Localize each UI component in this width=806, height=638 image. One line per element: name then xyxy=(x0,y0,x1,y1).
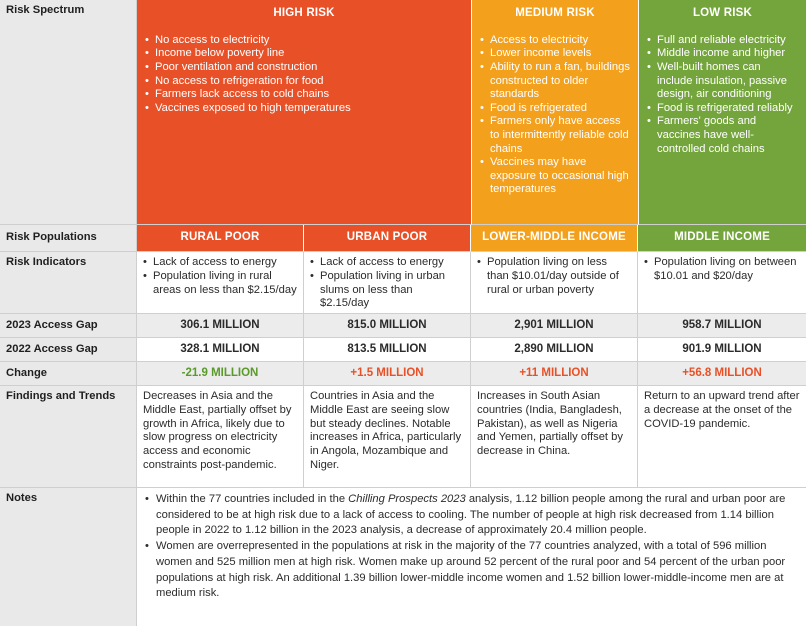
change-rural-poor: -21.9 MILLION xyxy=(137,362,304,386)
findings-lower-middle-income: Increases in South Asian countries (India, Bangladesh, Pakistan), as well as Nigeria and Yemen, partially offset by decrease in China. xyxy=(471,386,638,488)
note-item: • Women are overrepresented in the populations at risk in the majority of the 77 countries analyzed, with a total of 596 million women and 525 million men at high risk. Women make up around 52 percent of the rural poor and 54 percent of the urban poor populations at high risk. An additional 1.39 billion lower-middle income women and 1.52 billion lower-middle-income men are at medium risk. xyxy=(145,539,798,602)
high-risk-title: HIGH RISK xyxy=(273,7,335,19)
high-risk-item: • Income below poverty line xyxy=(145,47,463,61)
gap-2023-lower-middle-income: 2,901 MILLION xyxy=(471,314,638,338)
gap-2023-middle-income: 958.7 MILLION xyxy=(638,314,806,338)
low-risk-panel xyxy=(638,0,806,225)
gap-2022-urban-poor: 813.5 MILLION xyxy=(304,338,471,362)
high-risk-item: • Vaccines exposed to high temperatures xyxy=(145,102,463,116)
gap-2023-urban-poor: 815.0 MILLION xyxy=(304,314,471,338)
row-label-risk-indicators: Risk Indicators xyxy=(0,252,137,314)
indicators-rural-poor xyxy=(137,252,304,314)
high-risk-item: • No access to electricity xyxy=(145,34,463,48)
findings-rural-poor: Decreases in Asia and the Middle East, partially offset by growth in Africa, likely due to slow progress on electricity access and economic constraints post-pandemic. xyxy=(137,386,304,488)
high-risk-list-wrap xyxy=(137,34,471,116)
change-urban-poor: +1.5 MILLION xyxy=(304,362,471,386)
low-risk-title: LOW RISK xyxy=(692,7,753,19)
medium-risk-item: • Access to electricity xyxy=(480,34,630,48)
population-urban-poor: URBAN POOR xyxy=(304,225,471,252)
low-risk-item: • Food is refrigerated reliably xyxy=(647,102,798,116)
medium-risk-list xyxy=(480,34,630,197)
row-label-access-gap-2022: 2022 Access Gap xyxy=(0,338,137,362)
low-risk-item: • Full and reliable electricity xyxy=(647,34,798,48)
medium-risk-title: MEDIUM RISK xyxy=(515,7,595,19)
high-risk-item: • Farmers lack access to cold chains xyxy=(145,88,463,102)
row-label-notes: Notes xyxy=(0,488,137,626)
low-risk-item: • Middle income and higher xyxy=(647,47,798,61)
population-lower-middle-income: LOWER-MIDDLE INCOME xyxy=(471,225,638,252)
medium-risk-item: • Ability to run a fan, buildings constructed to older standards xyxy=(480,61,630,102)
gap-2022-lower-middle-income: 2,890 MILLION xyxy=(471,338,638,362)
gap-2022-rural-poor: 328.1 MILLION xyxy=(137,338,304,362)
indicators-urban-poor xyxy=(304,252,471,314)
low-risk-item: • Well-built homes can include insulation, passive design, air conditioning xyxy=(647,61,798,102)
medium-risk-panel xyxy=(471,0,638,225)
indicator-item: • Population living on less than $10.01/day outside of rural or urban poverty xyxy=(477,256,631,297)
change-middle-income: +56.8 MILLION xyxy=(638,362,806,386)
medium-risk-item: • Vaccines may have exposure to occasional high temperatures xyxy=(480,156,630,197)
note-report-title: Chilling Prospects 2023 xyxy=(348,493,466,505)
findings-middle-income: Return to an upward trend after a decrease at the onset of the COVID-19 pandemic. xyxy=(638,386,806,488)
medium-risk-item: • Lower income levels xyxy=(480,47,630,61)
row-label-risk-populations: Risk Populations xyxy=(0,225,137,252)
change-lower-middle-income: +11 MILLION xyxy=(471,362,638,386)
note-text: analysis, 1.12 billion people among the rural and urban poor are considered to be at high risk due to a lack of access to cooling. The number of people at high risk decreased from 1.14 billion people in 2022 to 1.12 billion in the 2023 analysis, a decrease of approximately 20.4 million people. xyxy=(156,493,786,537)
population-rural-poor: RURAL POOR xyxy=(137,225,304,252)
findings-urban-poor: Countries in Asia and the Middle East are seeing slow but steady declines. Notable increases in Africa, particularly in Angola, Mozambique and Niger. xyxy=(304,386,471,488)
row-label-risk-spectrum: Risk Spectrum xyxy=(0,0,137,225)
indicator-item: • Lack of access to energy xyxy=(310,256,464,270)
low-risk-list xyxy=(647,34,798,156)
note-text: Within the 77 countries included in the xyxy=(156,493,349,505)
population-middle-income: MIDDLE INCOME xyxy=(638,225,806,252)
medium-risk-item: • Farmers only have access to intermittently reliable cold chains xyxy=(480,115,630,156)
gap-2022-middle-income: 901.9 MILLION xyxy=(638,338,806,362)
indicator-item: • Population living in rural areas on less than $2.15/day xyxy=(143,270,297,298)
gap-2023-rural-poor: 306.1 MILLION xyxy=(137,314,304,338)
indicators-middle-income xyxy=(638,252,806,314)
indicator-item: • Lack of access to energy xyxy=(143,256,297,270)
low-risk-list-wrap xyxy=(639,34,806,156)
indicator-item: • Population living in urban slums on less than $2.15/day xyxy=(310,270,464,311)
indicator-item: • Population living on between $10.01 and $20/day xyxy=(644,256,800,284)
low-risk-item: • Farmers' goods and vaccines have well-controlled cold chains xyxy=(647,115,798,156)
row-label-change: Change xyxy=(0,362,137,386)
row-label-findings: Findings and Trends xyxy=(0,386,137,488)
medium-risk-list-wrap xyxy=(472,34,638,197)
high-risk-item: • No access to refrigeration for food xyxy=(145,75,463,89)
indicators-lower-middle-income xyxy=(471,252,638,314)
row-label-access-gap-2023: 2023 Access Gap xyxy=(0,314,137,338)
note-item xyxy=(145,492,798,539)
high-risk-panel xyxy=(137,0,471,225)
high-risk-list xyxy=(145,34,463,116)
notes-content xyxy=(137,488,806,626)
high-risk-item: • Poor ventilation and construction xyxy=(145,61,463,75)
medium-risk-item: • Food is refrigerated xyxy=(480,102,630,116)
